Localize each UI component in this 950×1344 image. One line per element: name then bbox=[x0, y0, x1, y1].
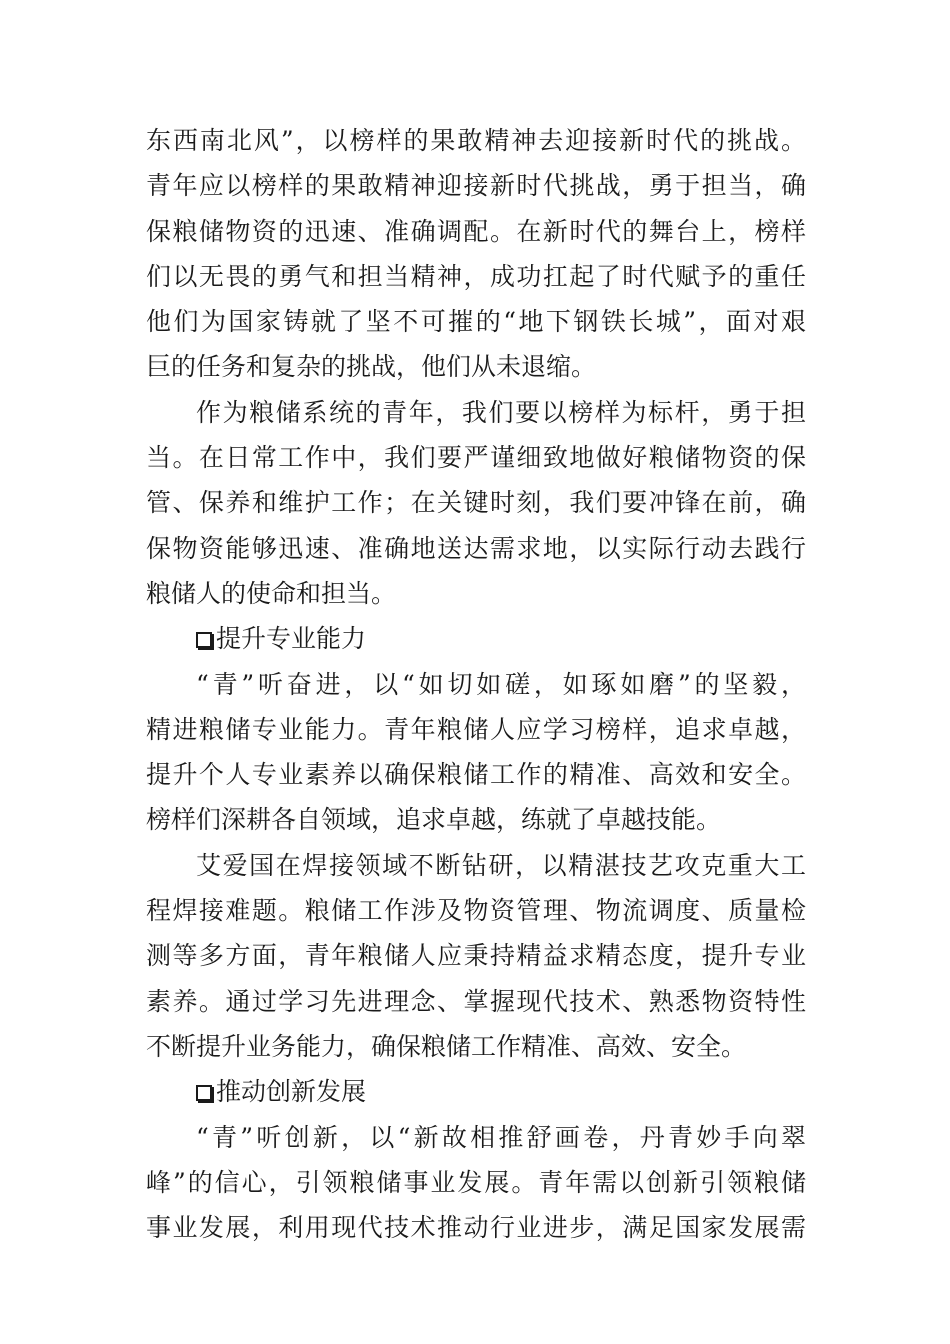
paragraph-line: 精进粮储专业能力。青年粮储人应学习榜样，追求卓越， bbox=[146, 714, 806, 744]
section-heading bbox=[146, 1069, 806, 1114]
paragraph-line: 粮储人的使命和担当。 bbox=[146, 578, 397, 608]
paragraph-line: 事业发展，利用现代技术推动行业进步，满足国家发展需 bbox=[146, 1213, 806, 1243]
paragraph-first-line: “青”听奋进，以“如切如磋，如琢如磨”的坚毅， bbox=[196, 669, 806, 699]
paragraph-first-line: “青”听创新，以“新故相推舒画卷，丹青妙手向翠 bbox=[196, 1122, 806, 1152]
paragraph-line: 不断提升业务能力，确保粮储工作精准、高效、安全。 bbox=[146, 1031, 747, 1061]
checkbox-icon bbox=[196, 632, 212, 648]
paragraph-line: 峰”的信心，引领粮储事业发展。青年需以创新引领粮储 bbox=[146, 1167, 806, 1197]
paragraph-line: 东西南北风”，以榜样的果敢精神去迎接新时代的挑战。 bbox=[146, 126, 806, 155]
section-heading bbox=[146, 616, 806, 661]
paragraph-first-line: 艾爱国在焊接领域不断钻研，以精湛技艺攻克重大工 bbox=[196, 850, 806, 880]
paragraph-first-line: 作为粮储系统的青年，我们要以榜样为标杆，勇于担 bbox=[196, 397, 806, 427]
paragraph-line: 素养。通过学习先进理念、掌握现代技术、熟悉物资特性 bbox=[146, 986, 806, 1016]
paragraph-line: 测等多方面，青年粮储人应秉持精益求精态度，提升专业 bbox=[146, 941, 806, 971]
paragraph-line: 程焊接难题。粮储工作涉及物资管理、物流调度、质量检 bbox=[146, 896, 806, 926]
paragraph-line: 提升个人专业素养以确保粮储工作的精准、高效和安全。 bbox=[146, 760, 806, 790]
paragraph-line: 保物资能够迅速、准确地送达需求地，以实际行动去践行 bbox=[146, 533, 806, 563]
paragraph-line: 巨的任务和复杂的挑战，他们从未退缩。 bbox=[146, 352, 597, 382]
paragraph-line: 青年应以榜样的果敢精神迎接新时代挑战，勇于担当，确 bbox=[146, 171, 806, 201]
paragraph-line: 保粮储物资的迅速、准确调配。在新时代的舞台上，榜样 bbox=[146, 216, 806, 246]
paragraph-line: 他们为国家铸就了坚不可摧的“地下钢铁长城”，面对艰 bbox=[146, 307, 806, 337]
paragraph-line: 管、保养和维护工作；在关键时刻，我们要冲锋在前，确 bbox=[146, 488, 806, 518]
section-heading-text: 推动创新发展 bbox=[216, 1077, 367, 1107]
section-heading-text: 提升专业能力 bbox=[216, 624, 367, 654]
paragraph-line: 榜样们深耕各自领域，追求卓越，练就了卓越技能。 bbox=[146, 805, 722, 835]
paragraph-line: 们以无畏的勇气和担当精神，成功扛起了时代赋予的重任 bbox=[146, 261, 806, 291]
checkbox-icon bbox=[196, 1085, 212, 1101]
paragraph-line: 当。在日常工作中，我们要严谨细致地做好粮储物资的保 bbox=[146, 443, 806, 473]
document-body bbox=[146, 118, 806, 1250]
